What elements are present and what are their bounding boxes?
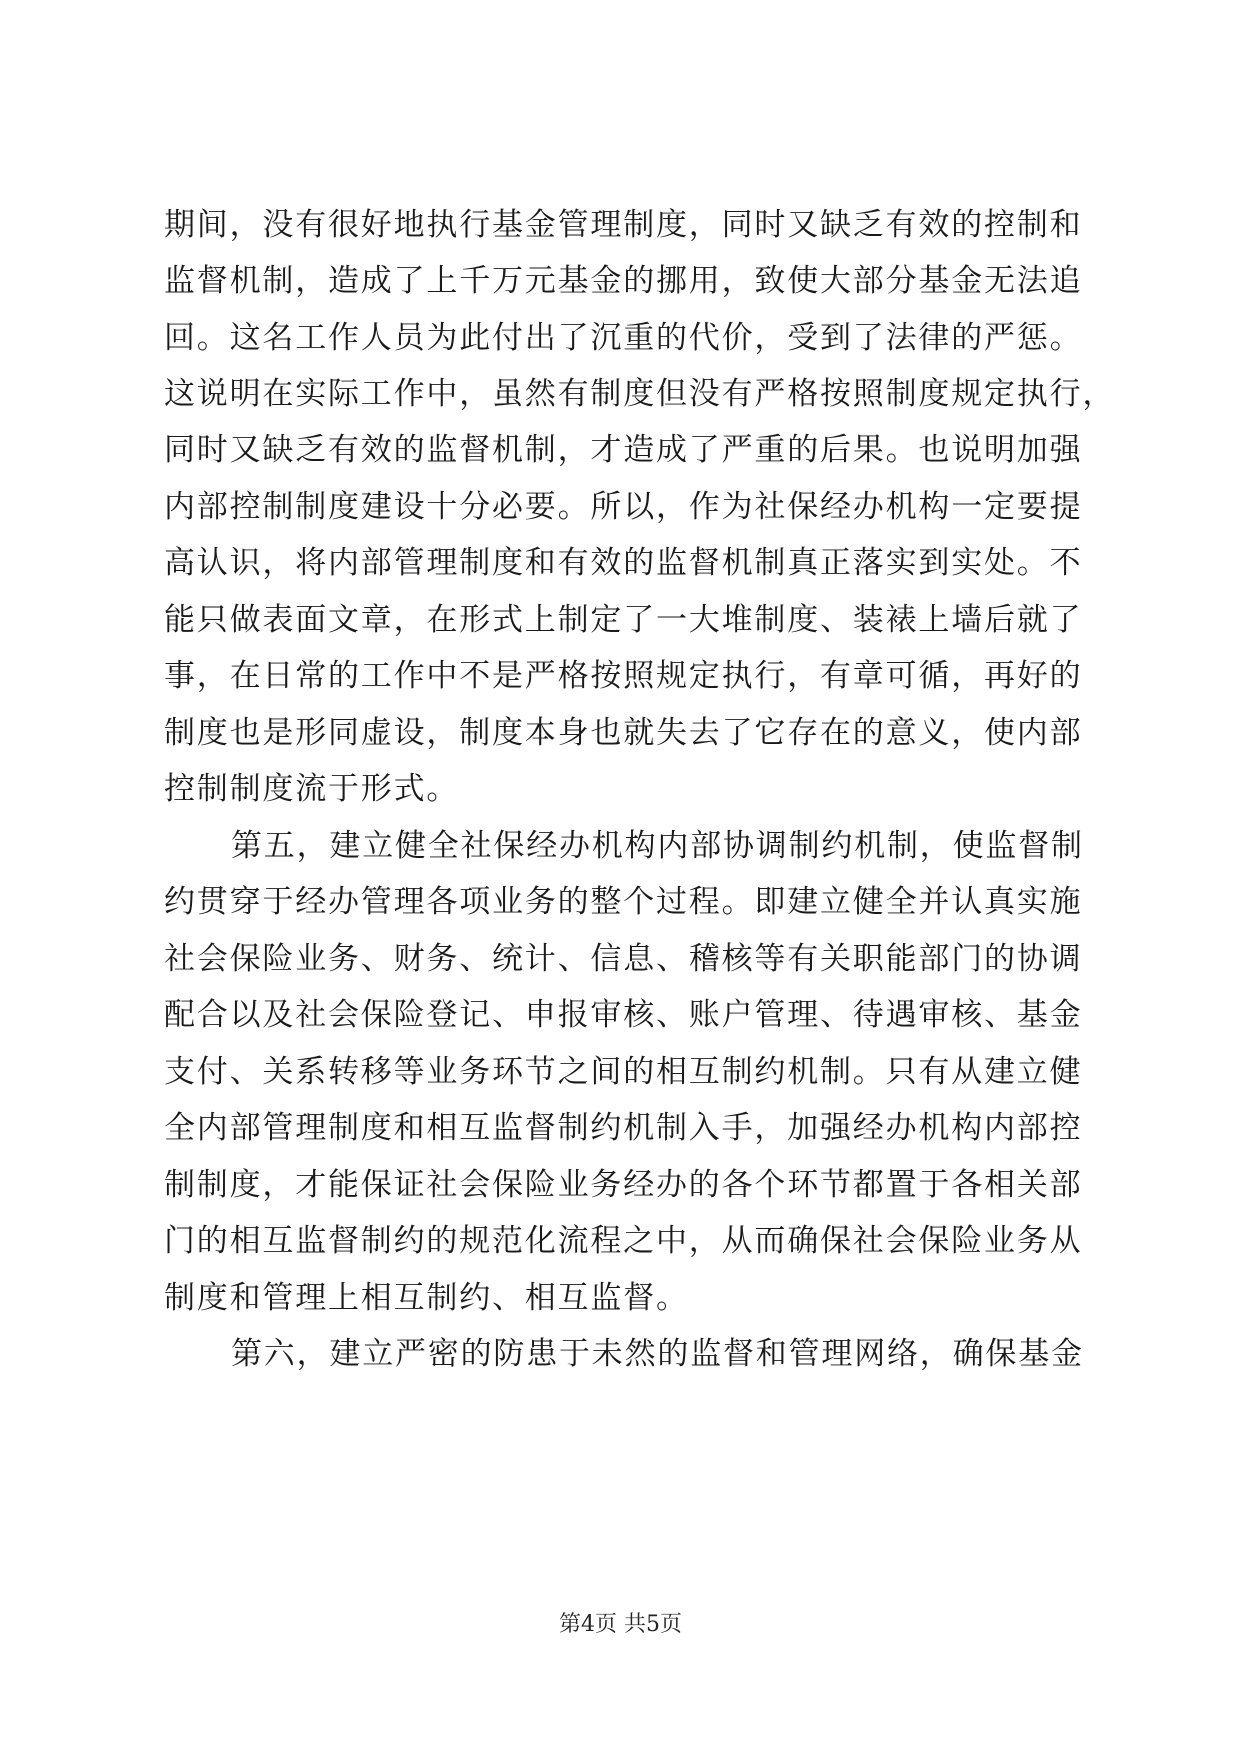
- text-line: 期间，没有很好地执行基金管理制度，同时又缺乏有效的控制和: [164, 207, 1083, 243]
- text-line: 制度和管理上相互制约、相互监督。: [164, 1280, 689, 1316]
- page-footer: 第4页 共5页: [559, 1612, 682, 1637]
- text-line: 这说明在实际工作中，虽然有制度但没有严格按照制度规定执行，: [164, 376, 1116, 412]
- text-line: 监督机制，造成了上千万元基金的挪用，致使大部分基金无法追: [164, 263, 1083, 299]
- text-line: 制制度，才能保证社会保险业务经办的各个环节都置于各相关部: [164, 1167, 1083, 1203]
- text-line: 内部控制制度建设十分必要。所以，作为社保经办机构一定要提: [164, 489, 1083, 525]
- text-line: 回。这名工作人员为此付出了沉重的代价，受到了法律的严惩。: [164, 320, 1083, 356]
- text-line: 控制制度流于形式。: [164, 771, 460, 807]
- text-line: 社会保险业务、财务、统计、信息、稽核等有关职能部门的协调: [164, 941, 1083, 977]
- text-line: 同时又缺乏有效的监督机制，才造成了严重的后果。也说明加强: [164, 432, 1083, 468]
- text-line: 制度也是形同虚设，制度本身也就失去了它存在的意义，使内部: [164, 715, 1083, 751]
- paragraph-first-line: 第六，建立严密的防患于未然的监督和管理网络，确保基金: [231, 1336, 1084, 1372]
- paragraph-first-line: 第五，建立健全社保经办机构内部协调制约机制，使监督制: [231, 828, 1084, 864]
- text-line: 约贯穿于经办管理各项业务的整个过程。即建立健全并认真实施: [164, 884, 1083, 920]
- text-line: 门的相互监督制约的规范化流程之中，从而确保社会保险业务从: [164, 1223, 1083, 1259]
- text-line: 全内部管理制度和相互监督制约机制入手，加强经办机构内部控: [164, 1110, 1083, 1146]
- text-line: 配合以及社会保险登记、申报审核、账户管理、待遇审核、基金: [164, 997, 1083, 1033]
- text-line: 支付、关系转移等业务环节之间的相互制约机制。只有从建立健: [164, 1054, 1083, 1090]
- text-line: 能只做表面文章，在形式上制定了一大堆制度、装裱上墙后就了: [164, 602, 1083, 638]
- text-line: 高认识，将内部管理制度和有效的监督机制真正落实到实处。不: [164, 545, 1083, 581]
- text-line: 事，在日常的工作中不是严格按照规定执行，有章可循，再好的: [164, 658, 1083, 694]
